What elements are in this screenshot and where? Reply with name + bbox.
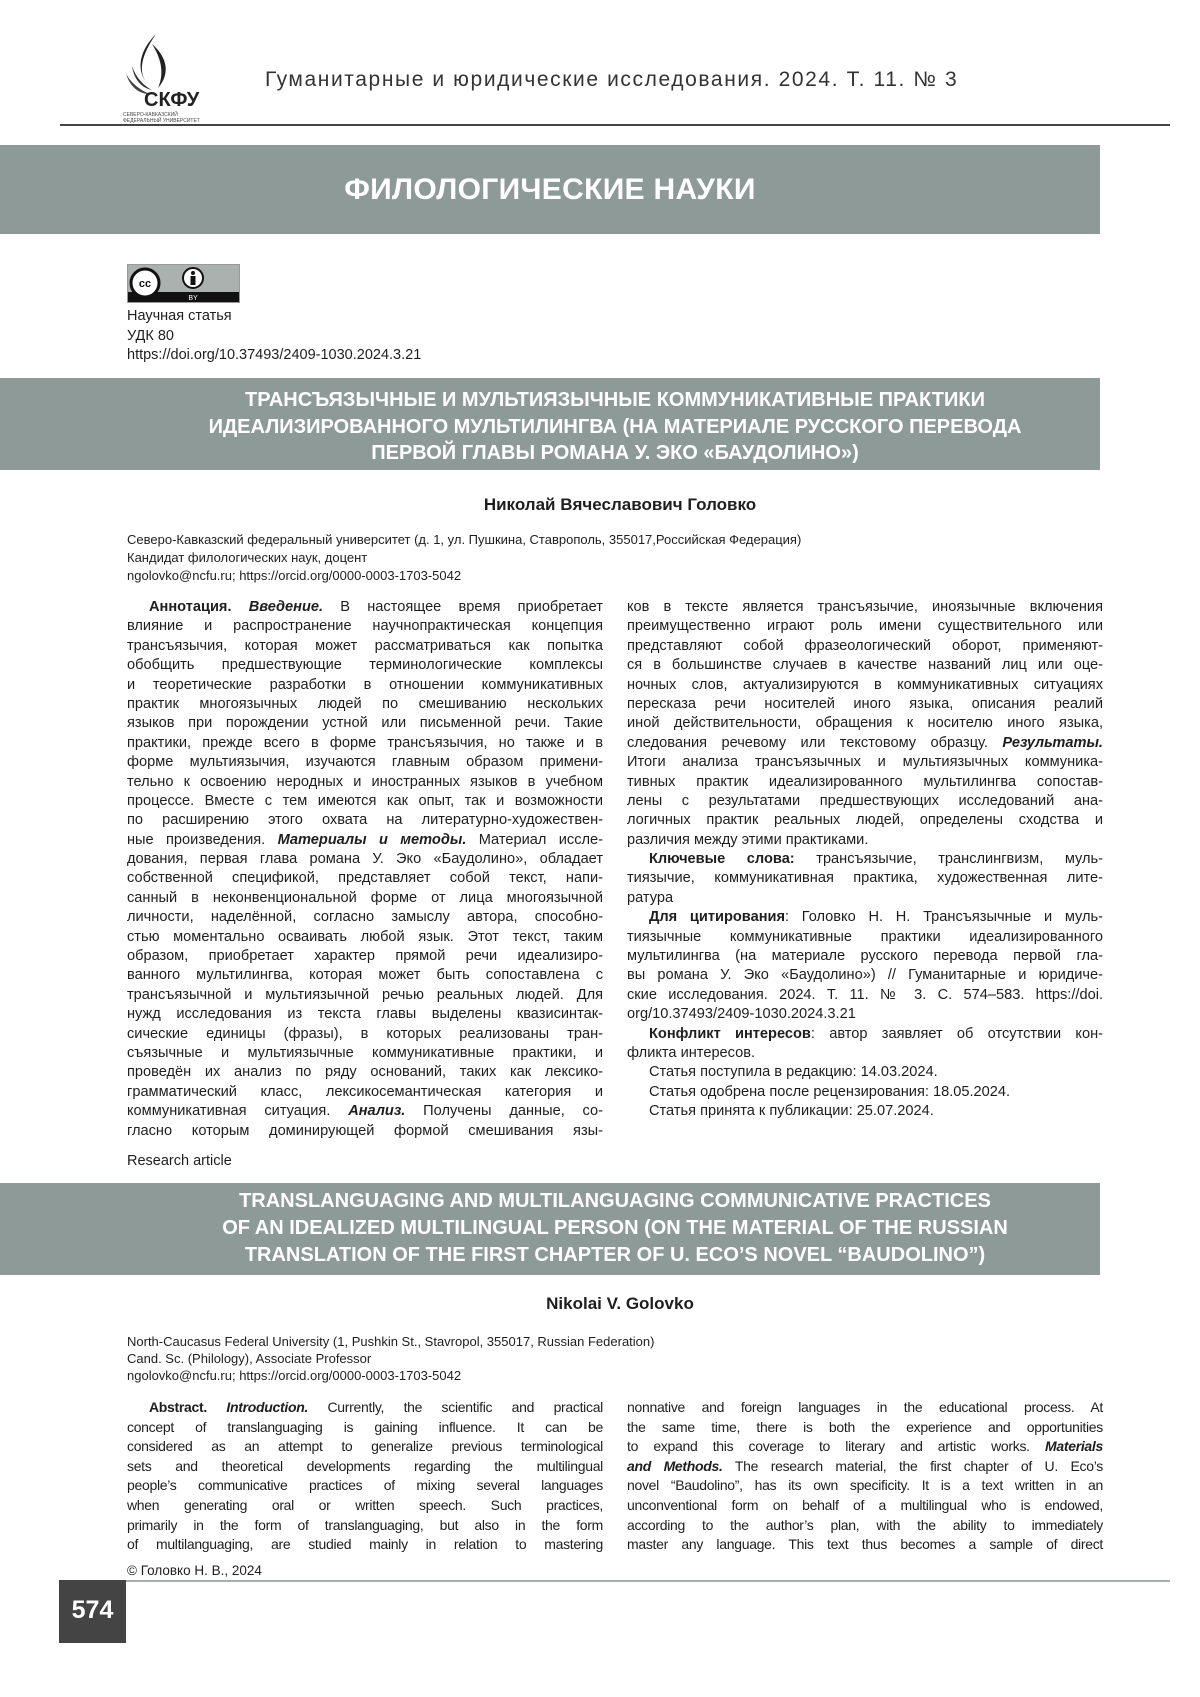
body-text: : автор заявляет об отсутствии кон- [811,1026,1103,1042]
body-text: сические единицы (фразы), в которых реализованы тран- [127,1026,603,1042]
title-line: ТРАНСЪЯЗЫЧНЫЕ И МУЛЬТИЯЗЫЧНЫЕ КОММУНИКАТИВНЫЕ ПРАКТИКИ [130,387,1100,414]
body-text: санный в неконвенциональной форме от лица многоязычной [127,890,603,906]
doi-link[interactable]: https://doi.org/10.37493/2409-1030.2024.3.21 [127,346,421,365]
article-title-en [0,1183,1100,1275]
text-line [627,947,1103,966]
text-line [127,831,603,850]
body-text: процессе. Вместе с тем имеются как опыт, так и возможности [127,793,603,809]
text-line [627,1476,1103,1496]
emphasis-text: Materials [1045,1438,1103,1454]
article-type: Научная статья [127,307,232,326]
body-text: преимущественно играют роль имени существительного или [627,618,1103,634]
svg-text:СЕВЕРО-КАВКАЗСКИЙ: СЕВЕРО-КАВКАЗСКИЙ [123,110,178,118]
body-text: образом, приобретает характер прямой речи идеализиро- [127,948,603,964]
text-line [127,986,603,1005]
text-line [127,1535,603,1555]
text-line [127,928,603,947]
body-text: нужд исследования из текста главы выделены квазисинтак- [127,1006,603,1022]
body-text: коммуникативная ситуация. [127,1103,348,1119]
text-line [627,1044,1103,1063]
body-text: The research material, the first chapter of U. Eco’s [723,1458,1103,1474]
author-name-en: Nikolai V. Golovko [0,1294,1200,1314]
abstract-en-right-column [627,1398,1103,1555]
degree-en: Cand. Sc. (Philology), Associate Professor [127,1350,371,1367]
emphasis-text: Введение. [249,599,323,615]
body-text: ские исследования. 2024. Т. 11. № 3. С. 574–583. https://doi. [627,987,1103,1003]
page-number: 574 [59,1580,126,1643]
text-line [127,908,603,927]
degree-ru: Кандидат филологических наук, доцент [127,549,367,566]
body-text: влияние и распространение научнопрактическая концепция [127,618,603,634]
emphasis-text: Материалы и методы. [278,832,467,848]
body-text: ков в тексте является трансъязычие, иноязычные включения [627,599,1103,615]
body-text: представляют собой фразеологический оборот, применяют- [627,638,1103,654]
copyright-notice: © Головко Н. В., 2024 [127,1563,262,1578]
body-text: различия между этими практиками. [627,832,868,848]
text-line [627,869,1103,888]
text-line [127,714,603,733]
abstract-en-left-column [127,1398,603,1555]
text-line [127,1437,603,1457]
text-line [627,1398,1103,1418]
title-line: OF AN IDEALIZED MULTILINGUAL PERSON (ON THE MATERIAL OF THE RUSSIAN [130,1215,1100,1242]
text-line [127,1418,603,1438]
text-line [627,850,1103,869]
university-logo [118,30,238,125]
body-text: лены с результатами предшествующих исследований ана- [627,793,1103,809]
text-line [627,1005,1103,1024]
body-text: практик многоязычных людей по смешиванию нескольких [127,696,603,712]
text-line [127,850,603,869]
title-line: ПЕРВОЙ ГЛАВЫ РОМАНА У. ЭКО «БАУДОЛИНО») [130,440,1100,467]
title-line: TRANSLATION OF THE FIRST CHAPTER OF U. ECO’S NOVEL “BAUDOLINO”) [130,1242,1100,1269]
text-line [127,1398,603,1418]
text-line [127,1476,603,1496]
footer-divider [126,1580,1170,1582]
body-text: форме мультиязычия, изучаются главным образом примени- [127,754,603,770]
svg-text:ФЕДЕРАЛЬНЫЙ УНИВЕРСИТЕТ: ФЕДЕРАЛЬНЫЙ УНИВЕРСИТЕТ [123,116,200,124]
body-text: org/10.37493/2409-1030.2024.3.21 [627,1006,856,1022]
text-line [627,811,1103,830]
body-text: Получены данные, со- [405,1103,603,1119]
text-line [627,1496,1103,1516]
body-text: трансъязычной и мультиязычной речью реальных людей. Для [127,987,603,1003]
udc-code: УДК 80 [127,327,174,346]
body-text: ратура [627,890,673,906]
body-text: novel “Baudolino”, has its own specificity. It is a text written in an [627,1477,1103,1493]
header-divider [60,124,1170,126]
body-text: проведён их анализ по ряду оснований, таких как лексико- [127,1064,603,1080]
author-name-ru: Николай Вячеславович Головко [0,495,1200,515]
text-line [627,1102,1103,1121]
body-text: primarily in the form of translanguaging, but also in the form [127,1517,603,1533]
body-text: people’s communicative practices of mixing several languages [127,1477,603,1493]
body-text: трансъязычие, транслингвизм, муль- [795,851,1103,867]
text-line [627,1418,1103,1438]
section-heading: ФИЛОЛОГИЧЕСКИЕ НАУКИ [0,145,1100,234]
text-line [127,966,603,985]
body-text: съязычные и мультиязычные коммуникативные практики, и [127,1045,603,1061]
text-line [127,869,603,888]
body-text: дования, первая глава романа У. Эко «Баудолино», обладает [127,851,603,867]
text-line [127,1005,603,1024]
text-line [127,889,603,908]
emphasis-text: Анализ. [348,1103,405,1119]
text-line [127,1122,603,1141]
affiliation-en: North-Caucasus Federal University (1, Pushkin St., Stavropol, 355017, Russian Federation) [127,1333,654,1350]
body-text: по расширению этого охвата на литературно-художествен- [127,812,603,828]
text-line [627,1025,1103,1044]
text-line [627,986,1103,1005]
text-line [127,1063,603,1082]
emphasis-text: Для цитирования [649,909,785,925]
body-text: Статья поступила в редакцию: 14.03.2024. [649,1064,938,1080]
emphasis-text: Ключевые слова: [649,851,795,867]
body-text: пересказа речи носителей иного языка, описания реалий [627,696,1103,712]
text-line [127,773,603,792]
body-text: тиязычные коммуникативные практики идеализированного [627,929,1103,945]
svg-text:cc: cc [139,278,151,290]
body-text: логичных практик реальных людей, определены сходства и [627,812,1103,828]
body-text: В настоящее время приобретает [323,599,603,615]
text-line [627,617,1103,636]
emphasis-text: Конфликт интересов [649,1026,811,1042]
svg-text:BY: BY [188,295,198,302]
text-line [627,676,1103,695]
body-text: nonnative and foreign languages in the educational process. At [627,1399,1103,1415]
text-line [127,1457,603,1477]
bird-wing-icon [118,30,238,125]
text-line [627,656,1103,675]
research-article-label: Research article [127,1152,232,1171]
body-text: следования речевому или текстовому образцу. [627,735,1002,751]
body-text: Материал иссле- [466,832,603,848]
text-line [127,676,603,695]
text-line [627,1083,1103,1102]
emphasis-text: Результаты. [1002,735,1103,751]
text-line [627,831,1103,850]
body-text: sets and theoretical developments regarding the multilingual [127,1458,603,1474]
text-line [627,1437,1103,1457]
body-text: ные произведения. [127,832,278,848]
text-line [127,811,603,830]
body-text: собственной спецификой, представляет собой текст, напи- [127,870,603,886]
body-text: Итоги анализа трансъязычных и мультиязычных коммуника- [627,754,1103,770]
text-line [127,947,603,966]
emphasis-text: Introduction. [226,1399,308,1415]
body-text: ночных слов, актуализируются в коммуникативных ситуациях [627,677,1103,693]
body-text: Статья одобрена после рецензирования: 18.05.2024. [649,1084,1010,1100]
body-text: concept of translanguaging is gaining influence. It can be [127,1419,603,1435]
text-line [627,1063,1103,1082]
body-text: тиязычие, коммуникативная практика, художественная лите- [627,870,1103,886]
body-text: и теоретические разработки в отношении коммуникативных [127,677,603,693]
body-text: грамматический класс, лексикосемантическая категория и [127,1084,603,1100]
body-text: трансъязычия, которая может рассматриваться как попытка [127,638,603,654]
article-title-ru [0,378,1100,470]
text-line [627,695,1103,714]
body-text: : Головко Н. Н. Трансъязычные и муль- [785,909,1103,925]
title-line: ИДЕАЛИЗИРОВАННОГО МУЛЬТИЛИНГВА (НА МАТЕРИАЛЕ РУССКОГО ПЕРЕВОДА [130,414,1100,441]
body-text: гласно которым доминирующей формой смешивания язы- [127,1123,603,1139]
body-text: the same time, there is both the experience and opportunities [627,1419,1103,1435]
body-text: ванного мультилингва, которая может быть сопоставлена с [127,967,603,983]
body-text: личности, наделённой, согласно замыслу автора, способно- [127,909,603,925]
journal-title: Гуманитарные и юридические исследования. 2024. Т. 11. № 3 [265,68,958,92]
body-text: тельно к освоению неродных и иностранных языков в учебном [127,774,603,790]
text-line [127,1025,603,1044]
text-line [127,734,603,753]
affiliation-ru: Северо-Кавказский федеральный университет (д. 1, ул. Пушкина, Ставрополь, 355017,Российская Федерация) [127,531,801,548]
text-line [627,598,1103,617]
text-line [627,1535,1103,1555]
body-text: ся в большинстве случаев в качестве названий лиц или оце- [627,657,1103,673]
text-line [627,773,1103,792]
text-line [627,734,1103,753]
text-line [127,598,603,617]
text-line [127,1516,603,1536]
contacts-en[interactable]: ngolovko@ncfu.ru; https://orcid.org/0000-0003-1703-5042 [127,1367,461,1384]
text-line [627,928,1103,947]
body-text: мультилингва (на материале русского перевода первой гла- [627,948,1103,964]
body-text: of multilanguaging, are studied mainly in relation to mastering [127,1536,603,1552]
emphasis-text: Аннотация. [149,599,249,615]
text-line [627,792,1103,811]
text-line [127,617,603,636]
svg-text:СКФУ: СКФУ [144,89,200,111]
text-line [627,714,1103,733]
body-text: unconventional form on behalf of a multilingual who is endowed, [627,1497,1103,1513]
text-line [627,966,1103,985]
body-text: considered as an attempt to generalize previous terminological [127,1438,603,1454]
body-text: иной действительности, обращения к носителю иного языка, [627,715,1103,731]
body-text: to expand this coverage to literary and artistic works. [627,1438,1045,1454]
body-text: языков при порождении устной или письменной речи. Такие [127,715,603,731]
text-line [127,695,603,714]
cc-by-license-badge[interactable] [127,264,240,303]
body-text: when generating oral or written speech. Such practices, [127,1497,603,1513]
text-line [627,908,1103,927]
title-line: TRANSLANGUAGING AND MULTILANGUAGING COMMUNICATIVE PRACTICES [130,1188,1100,1215]
text-line [127,753,603,772]
body-text: master any language. This text thus becomes a sample of direct [627,1536,1103,1552]
body-text: Статья принята к публикации: 25.07.2024. [649,1103,934,1119]
body-text: обобщить предшествующие терминологические комплексы [127,657,603,673]
emphasis-text: Abstract. [149,1399,226,1415]
body-text: Currently, the scientific and practical [308,1399,603,1415]
body-text: вы романа У. Эко «Баудолино») // Гуманитарные и юридиче- [627,967,1103,983]
body-text: практики, прежде всего в форме трансъязычия, но также и в [127,735,603,751]
text-line [627,1516,1103,1536]
text-line [627,889,1103,908]
text-line [127,1102,603,1121]
text-line [127,637,603,656]
abstract-ru-right-column [627,598,1103,1122]
body-text: фликта интересов. [627,1045,755,1061]
text-line [627,753,1103,772]
text-line [127,1496,603,1516]
text-line [127,1083,603,1102]
contacts-ru[interactable]: ngolovko@ncfu.ru; https://orcid.org/0000-0003-1703-5042 [127,567,461,584]
emphasis-text: and Methods. [627,1458,723,1474]
abstract-ru-left-column [127,598,603,1141]
body-text: тивных практик идеализированного мультилингва сопостав- [627,774,1103,790]
text-line [627,637,1103,656]
body-text: according to the author’s plan, with the ability to immediately [627,1517,1103,1533]
text-line [127,656,603,675]
text-line [127,792,603,811]
body-text: стью моментально осваивать любой язык. Этот текст, таким [127,929,603,945]
text-line [127,1044,603,1063]
text-line [627,1457,1103,1477]
